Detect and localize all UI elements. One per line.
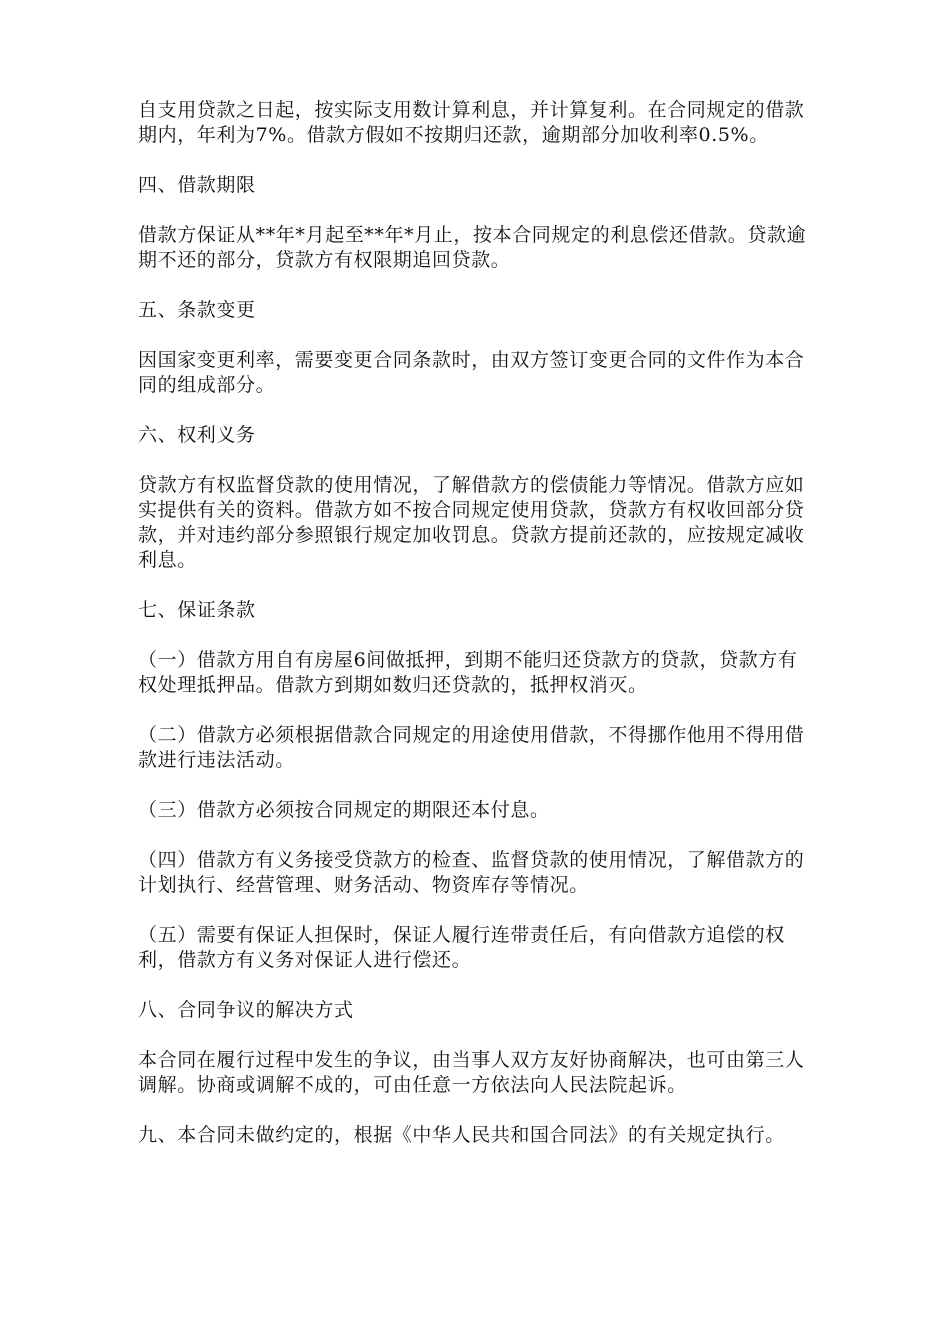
heading-rights-obligations: 六、权利义务 xyxy=(138,424,256,446)
heading-loan-term: 四、借款期限 xyxy=(138,174,256,196)
heading-guarantee-clauses: 七、保证条款 xyxy=(138,599,256,621)
paragraph-guarantee-4: （四）借款方有义务接受贷款方的检查、监督贷款的使用情况，了解借款方的计划执行、经营管理、财务活动、物资库存等情况。 xyxy=(138,849,805,896)
paragraph-guarantee-5: （五）需要有保证人担保时，保证人履行连带责任后，有向借款方追偿的权利，借款方有义务对保证人进行偿还。 xyxy=(138,924,785,971)
paragraph-dispute-resolution: 本合同在履行过程中发生的争议，由当事人双方友好协商解决，也可由第三人调解。协商或调解不成的，可由任意一方依法向人民法院起诉。 xyxy=(138,1049,805,1096)
paragraph-guarantee-2: （二）借款方必须根据借款合同规定的用途使用借款，不得挪作他用不得用借款进行违法活动。 xyxy=(138,724,805,771)
paragraph-other-provisions: 九、本合同未做约定的，根据《中华人民共和国合同法》的有关规定执行。 xyxy=(138,1124,785,1146)
paragraph-guarantee-3: （三）借款方必须按合同规定的期限还本付息。 xyxy=(138,799,550,821)
paragraph-loan-term: 借款方保证从**年*月起至**年*月止，按本合同规定的利息偿还借款。贷款逾期不还的部分，贷款方有权限期追回贷款。 xyxy=(138,224,807,271)
document-body xyxy=(138,98,814,1173)
paragraph-interest-terms: 自支用贷款之日起，按实际支用数计算利息，并计算复利。在合同规定的借款期内，年利为7%。借款方假如不按期归还款，逾期部分加收利率0.5%。 xyxy=(138,99,805,146)
paragraph-rights-obligations: 贷款方有权监督贷款的使用情况，了解借款方的偿债能力等情况。借款方应如实提供有关的资料。借款方如不按合同规定使用贷款，贷款方有权收回部分贷款，并对违约部分参照银行规定加收罚息。贷款方提前还款的，应按规定减收利息。 xyxy=(138,474,805,571)
paragraph-clause-change: 因国家变更利率，需要变更合同条款时，由双方签订变更合同的文件作为本合同的组成部分。 xyxy=(138,349,805,396)
heading-clause-change: 五、条款变更 xyxy=(138,299,256,321)
heading-dispute-resolution: 八、合同争议的解决方式 xyxy=(138,999,354,1021)
paragraph-guarantee-1: （一）借款方用自有房屋6间做抵押，到期不能归还贷款方的贷款，贷款方有权处理抵押品。借款方到期如数归还贷款的，抵押权消灭。 xyxy=(138,649,798,696)
